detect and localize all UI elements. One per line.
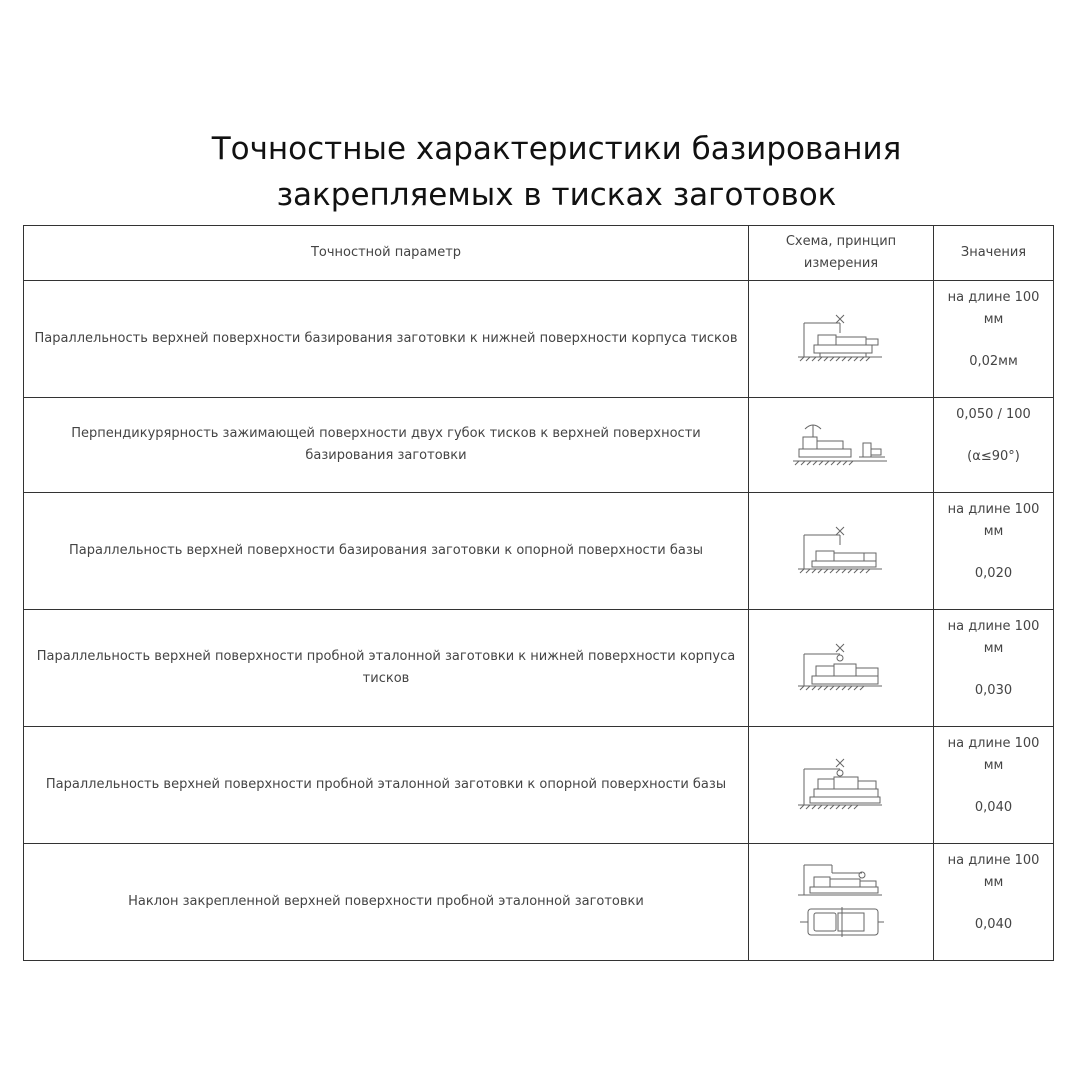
vise-tilt-diagram-icon (796, 861, 886, 943)
page-title (0, 126, 1073, 218)
value-length: на длине 100 мм (947, 619, 1040, 656)
scheme-cell (749, 844, 934, 961)
value-tolerance: 0,020 (974, 566, 1013, 581)
value-length: на длине 100 мм (947, 736, 1040, 773)
value-cell (934, 281, 1054, 398)
header-scheme: Схема, принцип измерения (749, 226, 934, 281)
vise-parallelism-diagram-icon (796, 311, 886, 367)
table-header-row (24, 226, 1054, 281)
value-length: на длине 100 мм (947, 853, 1040, 890)
scheme-cell (749, 610, 934, 727)
table-row (24, 281, 1054, 398)
value-cell (934, 398, 1054, 493)
value-ratio: 0,050 / 100 (956, 407, 1031, 422)
param-cell: Параллельность верхней поверхности пробной эталонной заготовки к опорной поверхности базы (24, 727, 749, 844)
value-angle: (α≤90°) (967, 449, 1020, 464)
value-cell (934, 610, 1054, 727)
value-cell (934, 493, 1054, 610)
vise-test-piece-diagram-icon (796, 640, 886, 696)
param-cell: Параллельность верхней поверхности пробной эталонной заготовки к нижней поверхности корпуса тисков (24, 610, 749, 727)
table-row (24, 610, 1054, 727)
table-row (24, 398, 1054, 493)
scheme-cell (749, 398, 934, 493)
value-length: на длине 100 мм (947, 290, 1040, 327)
vise-perpendicularity-diagram-icon (791, 419, 891, 471)
header-param: Точностной параметр (24, 226, 749, 281)
header-values: Значения (934, 226, 1054, 281)
table-row (24, 844, 1054, 961)
accuracy-table (23, 225, 1054, 961)
title-line-2: закрепляемых в тисках заготовок (276, 177, 837, 213)
table-row (24, 493, 1054, 610)
param-cell: Перпендикурярность зажимающей поверхности двух губок тисков к верхней поверхности базирования заготовки (24, 398, 749, 493)
value-cell (934, 844, 1054, 961)
title-line-1: Точностные характеристики базирования (211, 131, 902, 167)
value-tolerance: 0,040 (974, 917, 1013, 932)
scheme-cell (749, 493, 934, 610)
vise-test-piece-base-diagram-icon (796, 755, 886, 815)
value-tolerance: 0,040 (974, 800, 1013, 815)
value-length: на длине 100 мм (947, 502, 1040, 539)
value-tolerance: 0,02мм (969, 354, 1018, 369)
value-tolerance: 0,030 (974, 683, 1013, 698)
param-cell: Параллельность верхней поверхности базирования заготовки к опорной поверхности базы (24, 493, 749, 610)
table-row (24, 727, 1054, 844)
param-cell: Параллельность верхней поверхности базирования заготовки к нижней поверхности корпуса тисков (24, 281, 749, 398)
scheme-cell (749, 281, 934, 398)
vise-base-parallelism-diagram-icon (796, 523, 886, 579)
value-cell (934, 727, 1054, 844)
scheme-cell (749, 727, 934, 844)
param-cell: Наклон закрепленной верхней поверхности пробной эталонной заготовки (24, 844, 749, 961)
